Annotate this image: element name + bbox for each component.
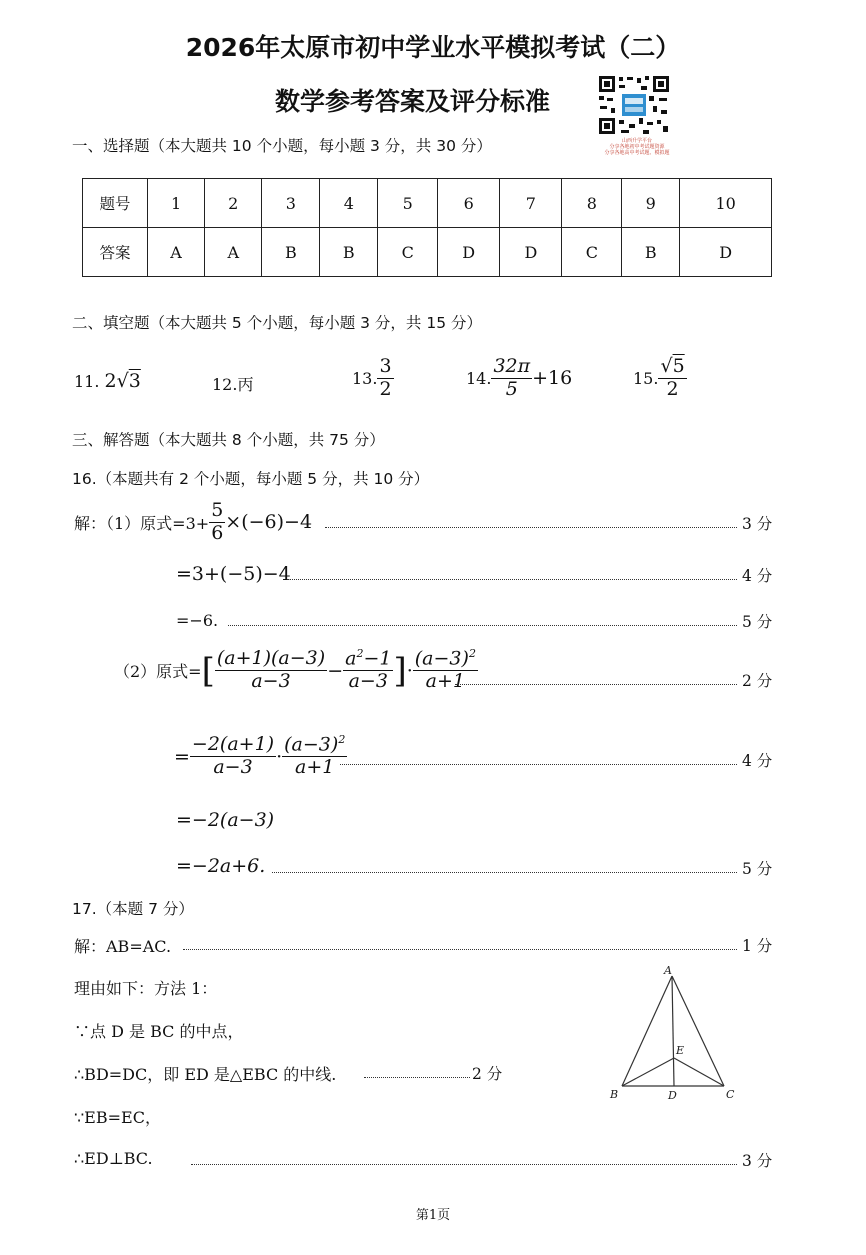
table-cell: C <box>562 228 622 277</box>
score-mark: 2 分 <box>472 1065 503 1083</box>
page-number: 第1页 <box>415 1208 451 1223</box>
table-cell: 4 <box>320 179 378 228</box>
dot-leader <box>191 1164 737 1165</box>
dot-leader <box>455 684 737 685</box>
answer-table <box>82 178 772 277</box>
page-title: 2026年太原市初中学业水平模拟考试（二） <box>185 33 681 62</box>
score-mark: 2 分 <box>742 672 773 690</box>
table-cell: C <box>378 228 438 277</box>
table-cell: B <box>622 228 680 277</box>
table-cell: 6 <box>438 179 500 228</box>
table-cell: 2 <box>205 179 262 228</box>
label-a: A <box>664 964 672 977</box>
dot-leader <box>364 1077 470 1078</box>
table-cell: 3 <box>262 179 320 228</box>
dot-leader <box>272 872 737 873</box>
fill-answer-13: 13. $\frac{3}{2}$ <box>352 355 392 400</box>
q16-part2-step-1: （2）原式= [ $\frac{(a+1)(a-3)}{a-3}$ − $\frac{a^2-1}{a-3}$ ] · $\frac{(a-3)^2}{a+1}$ <box>114 647 476 693</box>
score-mark: 3 分 <box>742 1152 773 1170</box>
score-mark: 1 分 <box>742 937 773 955</box>
dot-leader <box>340 764 737 765</box>
table-cell: 10 <box>680 179 772 228</box>
table-cell: 5 <box>378 179 438 228</box>
table-cell: D <box>438 228 500 277</box>
score-mark: 4 分 <box>742 752 773 770</box>
q17-heading: 17.（本题 7 分） <box>72 900 194 918</box>
section2-heading: 二、填空题（本大题共 5 个小题，每小题 3 分，共 15 分） <box>72 314 483 332</box>
label-e: E <box>676 1044 685 1057</box>
q17-line-2: ∴BD=DC，即 ED 是△EBC 的中线. <box>74 1065 337 1084</box>
table-row <box>83 228 772 277</box>
q16-step-1: 解：（1）原式=3+ $\frac{5}{6}$ ×(−6)−4 <box>74 499 313 544</box>
dot-leader <box>183 949 737 950</box>
score-mark: 3 分 <box>742 515 773 533</box>
table-cell: 9 <box>622 179 680 228</box>
q17-line-4: ∴ED⊥BC. <box>74 1149 153 1168</box>
fill-answer-11: 11. 2√3 <box>74 370 141 392</box>
fill-answer-14: 14. $\frac{32\pi}{5}$ +16 <box>466 355 573 400</box>
section3-heading: 三、解答题（本大题共 8 个小题，共 75 分） <box>72 431 385 449</box>
q17-reason: 理由如下：方法 1： <box>74 979 218 998</box>
score-mark: 4 分 <box>742 567 773 585</box>
label-b: B <box>610 1088 619 1101</box>
qr-caption: 山西升学平台 分享各地初中考试题资源 分享各地高中考试题、模拟题 <box>604 138 670 156</box>
q16-step-3: =−6. <box>176 611 219 630</box>
score-mark: 5 分 <box>742 613 773 631</box>
dot-leader <box>228 625 737 626</box>
q17-line-3: ∵EB=EC， <box>74 1108 161 1127</box>
dot-leader <box>325 527 737 528</box>
triangle-figure <box>600 962 750 1112</box>
q17-answer: 解：AB=AC. <box>74 937 172 956</box>
table-row <box>83 179 772 228</box>
page-subtitle: 数学参考答案及评分标准 <box>275 87 551 116</box>
table-cell: 8 <box>562 179 622 228</box>
table-label-number: 题号 <box>83 179 148 228</box>
q17-line-1: ∵点 D 是 BC 的中点， <box>74 1022 244 1041</box>
score-mark: 5 分 <box>742 860 773 878</box>
fill-answer-12: 12.丙 <box>212 375 254 394</box>
table-label-answer: 答案 <box>83 228 148 277</box>
table-cell: D <box>680 228 772 277</box>
table-cell: B <box>320 228 378 277</box>
table-cell: D <box>500 228 562 277</box>
table-cell: A <box>205 228 262 277</box>
q16-step-2: =3+(−5)−4 <box>176 563 291 585</box>
q16-heading: 16.（本题共有 2 个小题，每小题 5 分，共 10 分） <box>72 470 430 488</box>
fill-answer-15: 15. $\frac{√5}{2}$ <box>633 355 685 400</box>
section1-heading: 一、选择题（本大题共 10 个小题，每小题 3 分，共 30 分） <box>72 137 492 155</box>
q16-part2-step-2: = $\frac{-2(a+1)}{a-3}$ · $\frac{(a-3)^2}{a+1}$ <box>174 733 346 779</box>
table-cell: 7 <box>500 179 562 228</box>
label-d: D <box>668 1089 677 1102</box>
q16-part2-step-3: =−2(a−3) <box>176 809 275 831</box>
table-cell: 1 <box>148 179 205 228</box>
table-cell: A <box>148 228 205 277</box>
dot-leader <box>287 579 737 580</box>
table-cell: B <box>262 228 320 277</box>
qr-code-icon <box>597 74 671 136</box>
label-c: C <box>726 1088 735 1101</box>
q16-part2-step-4: =−2a+6. <box>176 855 266 877</box>
